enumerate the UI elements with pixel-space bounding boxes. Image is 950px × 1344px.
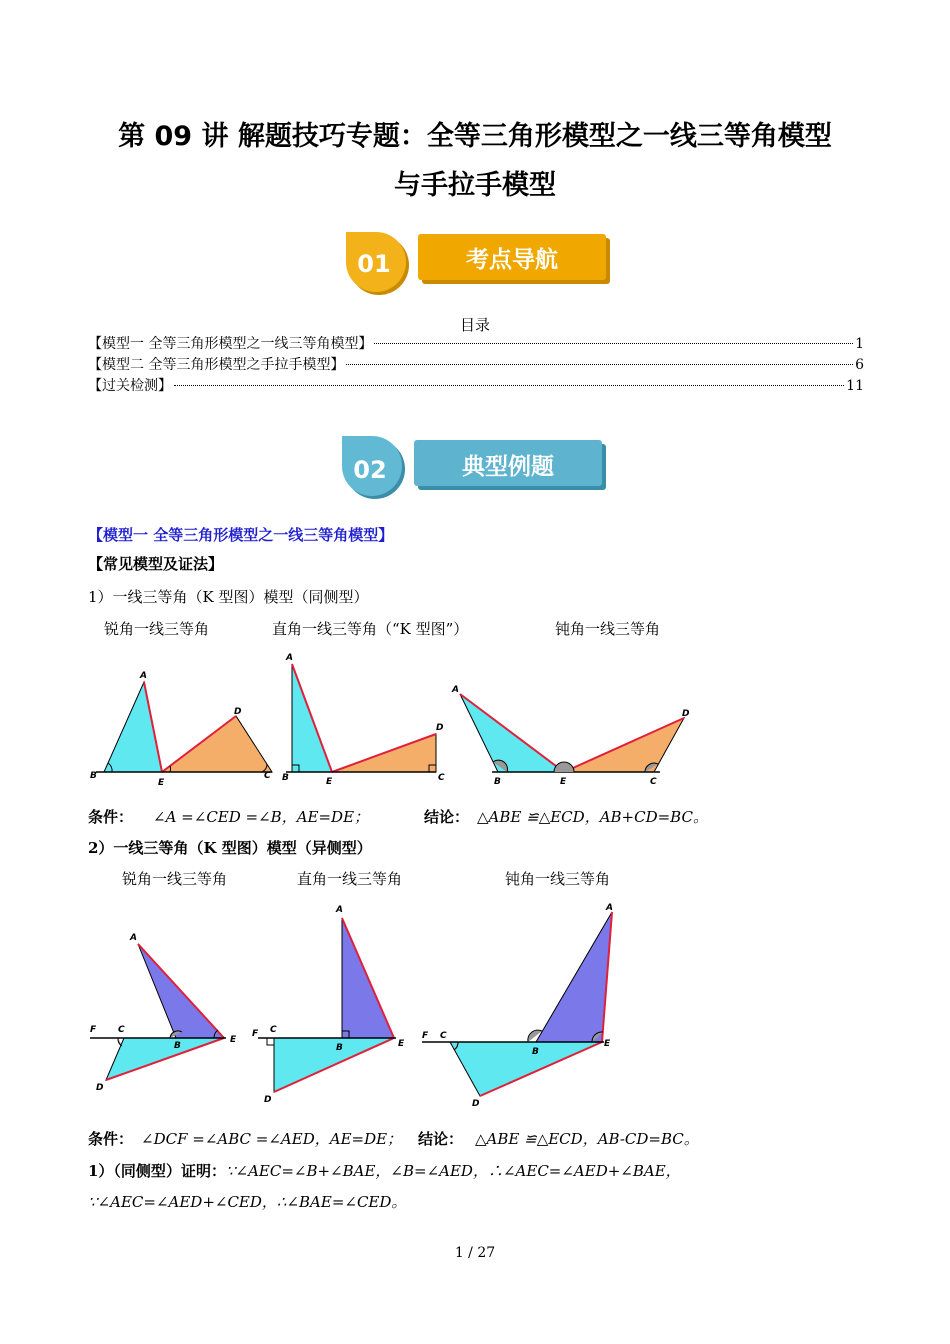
toc-item-2[interactable] [88, 354, 864, 374]
conclusion-label: 结论： [418, 1130, 464, 1148]
condition-line-1 [88, 806, 369, 827]
label-A: A [130, 933, 137, 943]
condition-formula: ∠A =∠CED =∠B [153, 808, 282, 826]
label-D: D [234, 707, 242, 717]
label-F: F [422, 1031, 429, 1041]
part1-caption-right: 直角一线三等角（“K 型图”） [272, 620, 469, 638]
figure-obtuse-same-side [451, 685, 690, 787]
badge2-number: 02 [353, 456, 387, 484]
figure-acute-opposite-side [90, 933, 237, 1093]
proof-line-1 [88, 1160, 681, 1181]
part2-title: 2）一线三等角（K 型图）模型（异侧型） [88, 839, 372, 857]
toc-item-page: 6 [855, 357, 864, 373]
label-C: C [650, 777, 657, 787]
toc-item-3[interactable] [88, 375, 864, 395]
condition-line-2 [88, 1128, 402, 1149]
label-E: E [560, 777, 567, 787]
page-number: 1 / 27 [454, 1245, 496, 1261]
conclusion-extra: ，AB-CD=BC。 [582, 1130, 699, 1148]
label-D: D [96, 1083, 104, 1093]
label-C: C [438, 773, 445, 783]
section-heading-model1: 【模型一 全等三角形模型之一线三等角模型】 [88, 526, 394, 544]
figures-same-side [86, 648, 696, 788]
proof-label: 1）（同侧型）证明： [88, 1162, 226, 1180]
toc-item-label: 【过关检测】 [88, 378, 172, 394]
label-D: D [436, 723, 444, 733]
label-A: A [452, 685, 459, 695]
label-A: A [336, 905, 343, 915]
conclusion-formula: △ABE ≌△ECD [475, 1130, 583, 1148]
label-C: C [270, 1025, 277, 1035]
label-B: B [532, 1047, 539, 1057]
condition-extra: ，AE=DE； [281, 808, 370, 826]
toc-heading: 目录 [459, 316, 490, 334]
condition-formula: ∠DCF =∠ABC =∠AED [141, 1130, 315, 1148]
badge-dianxing [334, 430, 614, 502]
proof-line-2: ∵∠AEC=∠AED+∠CED，∴∠BAE=∠CED。 [88, 1193, 407, 1211]
toc-item-label: 【模型二 全等三角形模型之手拉手模型】 [88, 357, 345, 373]
label-C: C [264, 771, 271, 781]
conclusion-line-1 [424, 806, 708, 827]
part2-caption-right: 直角一线三等角 [297, 870, 403, 888]
label-D: D [682, 709, 690, 719]
part1-caption-obtuse: 钝角一线三等角 [555, 620, 661, 638]
toc-item-label: 【模型一 全等三角形模型之一线三等角模型】 [88, 336, 373, 352]
section-subheading: 【常见模型及证法】 [88, 555, 224, 573]
label-B: B [174, 1041, 181, 1051]
label-B: B [90, 771, 97, 781]
toc-item-1[interactable] [88, 333, 864, 353]
label-F: F [252, 1029, 259, 1039]
label-E: E [230, 1035, 237, 1045]
label-B: B [336, 1043, 343, 1053]
page-title-line2: 与手拉手模型 [394, 170, 556, 201]
label-D: D [264, 1095, 272, 1105]
label-E: E [326, 777, 333, 787]
label-B: B [282, 773, 289, 783]
label-A: A [140, 671, 147, 681]
page-title-line1: 第 09 讲 解题技巧专题：全等三角形模型之一线三等角模型 [118, 121, 832, 152]
condition-extra: ，AE=DE； [314, 1130, 403, 1148]
figure-acute-same-side [90, 671, 272, 788]
part2-caption-acute: 锐角一线三等角 [122, 870, 228, 888]
label-E: E [158, 778, 165, 788]
label-A: A [286, 653, 293, 663]
toc-item-page: 11 [846, 378, 864, 394]
label-E: E [604, 1039, 611, 1049]
label-A: A [606, 903, 613, 913]
figure-right-opposite-side [252, 905, 405, 1105]
conclusion-extra: ，AB+CD=BC。 [584, 808, 708, 826]
condition-label: 条件： [88, 1130, 134, 1148]
condition-label: 条件： [88, 808, 134, 826]
conclusion-line-2 [418, 1128, 699, 1149]
figures-opposite-side [86, 898, 626, 1110]
label-D: D [472, 1099, 480, 1109]
label-F: F [90, 1025, 97, 1035]
label-E: E [398, 1039, 405, 1049]
proof-text: ∵∠AEC=∠B+∠BAE，∠B=∠AED，∴∠AEC=∠AED+∠BAE， [225, 1162, 681, 1180]
badge1-label: 考点导航 [466, 247, 558, 273]
label-B: B [494, 777, 501, 787]
badge1-number: 01 [357, 250, 391, 278]
figure-obtuse-opposite-side [422, 903, 613, 1109]
figure-right-same-side [282, 653, 445, 787]
part2-caption-obtuse: 钝角一线三等角 [505, 870, 611, 888]
part1-title: 1）一线三等角（K 型图）模型（同侧型） [88, 588, 369, 606]
badge-kaodian [338, 226, 618, 298]
label-C: C [440, 1031, 447, 1041]
part1-caption-acute: 锐角一线三等角 [104, 620, 210, 638]
badge2-label: 典型例题 [462, 454, 554, 480]
label-C: C [118, 1025, 125, 1035]
conclusion-formula: △ABE ≌△ECD [477, 808, 585, 826]
toc-item-page: 1 [855, 336, 864, 352]
conclusion-label: 结论： [424, 808, 470, 826]
